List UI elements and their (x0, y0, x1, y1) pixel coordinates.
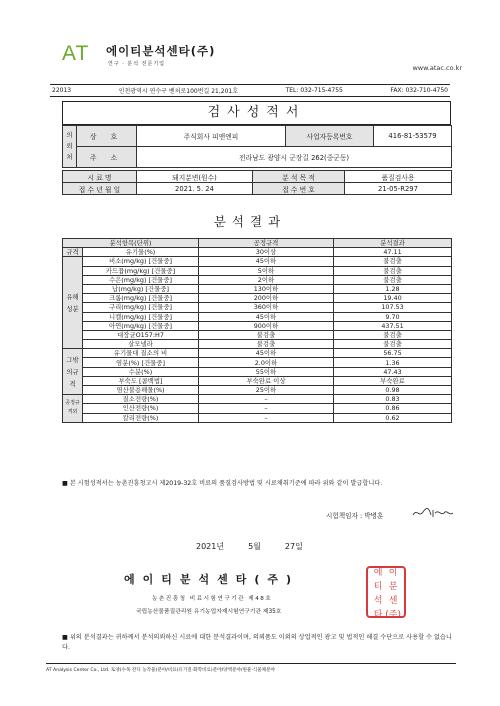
item-spec: 25이하 (199, 386, 334, 395)
requester-regno: 416-81-53579 (374, 126, 452, 147)
item-result: 0.98 (334, 386, 452, 395)
table-row (63, 349, 452, 358)
issue-month: 5월 (248, 542, 261, 551)
item-name: 구리(mg/kg) [건물중] (83, 303, 199, 312)
issuance-note: ■ 본 시험성적서는 농촌진흥청고시 제2019-32호 비료의 품질검사방법 및 시료채취기준에 따라 위와 같이 발급합니다. (62, 480, 383, 487)
receipt-date-label: 접 수 년 월 일 (63, 183, 137, 195)
seal-char: (주) (385, 609, 401, 620)
seal-char: 이 (388, 567, 398, 578)
item-spec: 2.0이하 (199, 358, 334, 367)
company-address: 인천광역시 연수구 벤처로100번길 21,201호 (118, 88, 238, 95)
item-name: 부숙도 [콤백법] (83, 376, 199, 385)
col-header-spec: 공정규격 (199, 239, 334, 248)
page-footer: AT Analysis Center Co., Ltd. 토양(수목 잔디 농작물)분야/비료(유기질·화학비료)분야/양액분야/원물·식물체분야 (46, 663, 456, 673)
item-name: 인산전량(%) (83, 404, 199, 413)
sample-table (62, 170, 452, 195)
name-label: 상 호 (77, 126, 137, 147)
item-spec: 360이하 (199, 303, 334, 312)
table-row (63, 367, 452, 376)
group-others: 그밖의규격 (63, 349, 83, 395)
group-regulation: 규격 (63, 248, 83, 257)
table-row (63, 248, 452, 257)
item-spec: 2이하 (199, 275, 334, 284)
seal-char: 타 (373, 609, 383, 620)
analysis-purpose: 품질검사용 (345, 171, 452, 183)
company-logo: AT (62, 42, 90, 65)
item-spec: 45이하 (199, 257, 334, 266)
company-seal (366, 566, 406, 618)
table-row (63, 404, 452, 413)
table-row (63, 395, 452, 404)
item-result: 0.86 (334, 404, 452, 413)
item-name: 니켈(mg/kg) [건물중] (83, 312, 199, 321)
item-result: 47.43 (334, 367, 452, 376)
seal-char: 센 (388, 595, 398, 606)
contact-line (50, 84, 450, 97)
item-result: 불검출 (334, 330, 452, 339)
requester-address: 전라남도 광양시 군장길 262(중군동) (137, 147, 452, 168)
company-tagline: 연구 · 분석 전문기업 (108, 61, 165, 67)
issuer-company-name: 에이티분석센타(주) (124, 573, 300, 586)
company-website: www.atac.co.kr (412, 64, 462, 72)
table-row (63, 340, 452, 349)
regno-label: 사업자등록번호 (286, 126, 374, 147)
item-spec: 130이하 (199, 284, 334, 293)
item-spec: 45이하 (199, 312, 334, 321)
item-name: 염산불용해물(%) (83, 386, 199, 395)
item-spec: 불검출 (199, 330, 334, 339)
item-name: 유기물(%) (83, 248, 199, 257)
item-name: 염분(%) [건물중] (83, 358, 199, 367)
item-spec: 45이하 (199, 349, 334, 358)
table-row (63, 266, 452, 275)
receipt-number: 21-05-R297 (345, 183, 452, 195)
test-manager: 시험책임자 : 박병훈 (326, 512, 384, 520)
issue-date (196, 541, 316, 552)
item-name: 크롬(mg/kg) [건물중] (83, 294, 199, 303)
document-title: 검사성적서 (62, 101, 451, 125)
item-name: 납(mg/kg) [건물중] (83, 284, 199, 293)
col-header-item: 분석항목(단위) (63, 239, 199, 248)
item-name: 카드뮴(mg/kg) [건물중] (83, 266, 199, 275)
item-result: 437.51 (334, 321, 452, 330)
item-result: 1.36 (334, 358, 452, 367)
item-spec: 5이하 (199, 266, 334, 275)
table-row (63, 294, 452, 303)
company-name: 에이티분석센타(주) (106, 44, 216, 58)
item-result: 9.70 (334, 312, 452, 321)
group-extra: 공정규격외 (63, 395, 83, 423)
results-table (62, 238, 452, 423)
table-row (63, 275, 452, 284)
table-row (63, 321, 452, 330)
requester-name: 주식회사 피앤엔피 (137, 126, 286, 147)
item-name: 비소(mg/kg) [건물중] (83, 257, 199, 266)
item-result: 56.75 (334, 349, 452, 358)
item-result: 불검출 (334, 266, 452, 275)
item-result: 1.28 (334, 284, 452, 293)
group-harmful: 유해성분 (63, 257, 83, 349)
table-row (63, 330, 452, 339)
accreditation-line-1: 농촌진흥청 비료시험연구기관 제48호 (152, 596, 273, 602)
seal-char: 티 (373, 581, 383, 592)
letterhead (62, 36, 462, 76)
table-row (63, 386, 452, 395)
disclaimer-note: ■ 위의 분석결과는 귀하께서 분석의뢰하신 시료에 대한 분석결과이며, 의뢰품도 이외의 상업적인 광고 및 법적인 해결 수단으로 사용할 수 없습니다. (62, 634, 452, 651)
requester-table (62, 125, 452, 168)
item-spec: 30이상 (199, 248, 334, 257)
item-spec: 900이하 (199, 321, 334, 330)
receipt-date: 2021. 5. 24 (137, 183, 253, 195)
item-result: 47.11 (334, 248, 452, 257)
table-row (63, 358, 452, 367)
item-name: 아연(mg/kg) [건물중] (83, 321, 199, 330)
item-result: 불검출 (334, 275, 452, 284)
col-header-result: 분석결과 (334, 239, 452, 248)
item-name: 유기물대 질소의 비 (83, 349, 199, 358)
results-title: 분석결과 (213, 214, 287, 229)
receipt-number-label: 접 수 번 호 (253, 183, 345, 195)
item-spec: 부숙완료 이상 (199, 376, 334, 385)
item-name: 칼리전량(%) (83, 413, 199, 422)
item-result: 부숙완료 (334, 376, 452, 385)
item-spec: 55이하 (199, 367, 334, 376)
signature-mark (411, 506, 455, 520)
seal-char: 석 (373, 595, 383, 606)
item-result: 19.40 (334, 294, 452, 303)
table-row (63, 284, 452, 293)
item-spec: 200이하 (199, 294, 334, 303)
table-row (63, 312, 452, 321)
table-row (63, 257, 452, 266)
item-name: 질소전량(%) (83, 395, 199, 404)
item-result: 0.83 (334, 395, 452, 404)
item-name: 수분(%) (83, 367, 199, 376)
address-label: 주 소 (77, 147, 137, 168)
item-spec: – (199, 395, 334, 404)
table-row (63, 376, 452, 385)
seal-char: 분 (388, 581, 398, 592)
table-row (63, 303, 452, 312)
item-name: 대장균O157:H7 (83, 330, 199, 339)
seal-char: 에 (373, 567, 383, 578)
sample-name: 돼지분변(원수) (137, 171, 253, 183)
item-result: 0.62 (334, 413, 452, 422)
sample-label: 시 료 명 (63, 171, 137, 183)
table-row (63, 413, 452, 422)
purpose-label: 분 석 목 적 (253, 171, 345, 183)
requester-group-label: 의뢰처 (63, 126, 77, 168)
company-fax: FAX: 032-710-4750 (390, 87, 448, 94)
issue-year: 2021년 (196, 542, 225, 551)
postcode: 22013 (52, 87, 72, 94)
item-spec: – (199, 413, 334, 422)
company-tel: TEL: 032-715-4755 (285, 87, 343, 94)
item-result: 불검출 (334, 340, 452, 349)
item-spec: – (199, 404, 334, 413)
accreditation-line-2: 국립농산물품질관리원 유기농업자재시험연구기관 제35호 (136, 609, 282, 615)
issue-day: 27일 (284, 542, 303, 551)
item-name: 수은(mg/kg) [건물중] (83, 275, 199, 284)
item-spec: 불검출 (199, 340, 334, 349)
item-result: 107.53 (334, 303, 452, 312)
item-name: 살모넬라 (83, 340, 199, 349)
item-result: 불검출 (334, 257, 452, 266)
